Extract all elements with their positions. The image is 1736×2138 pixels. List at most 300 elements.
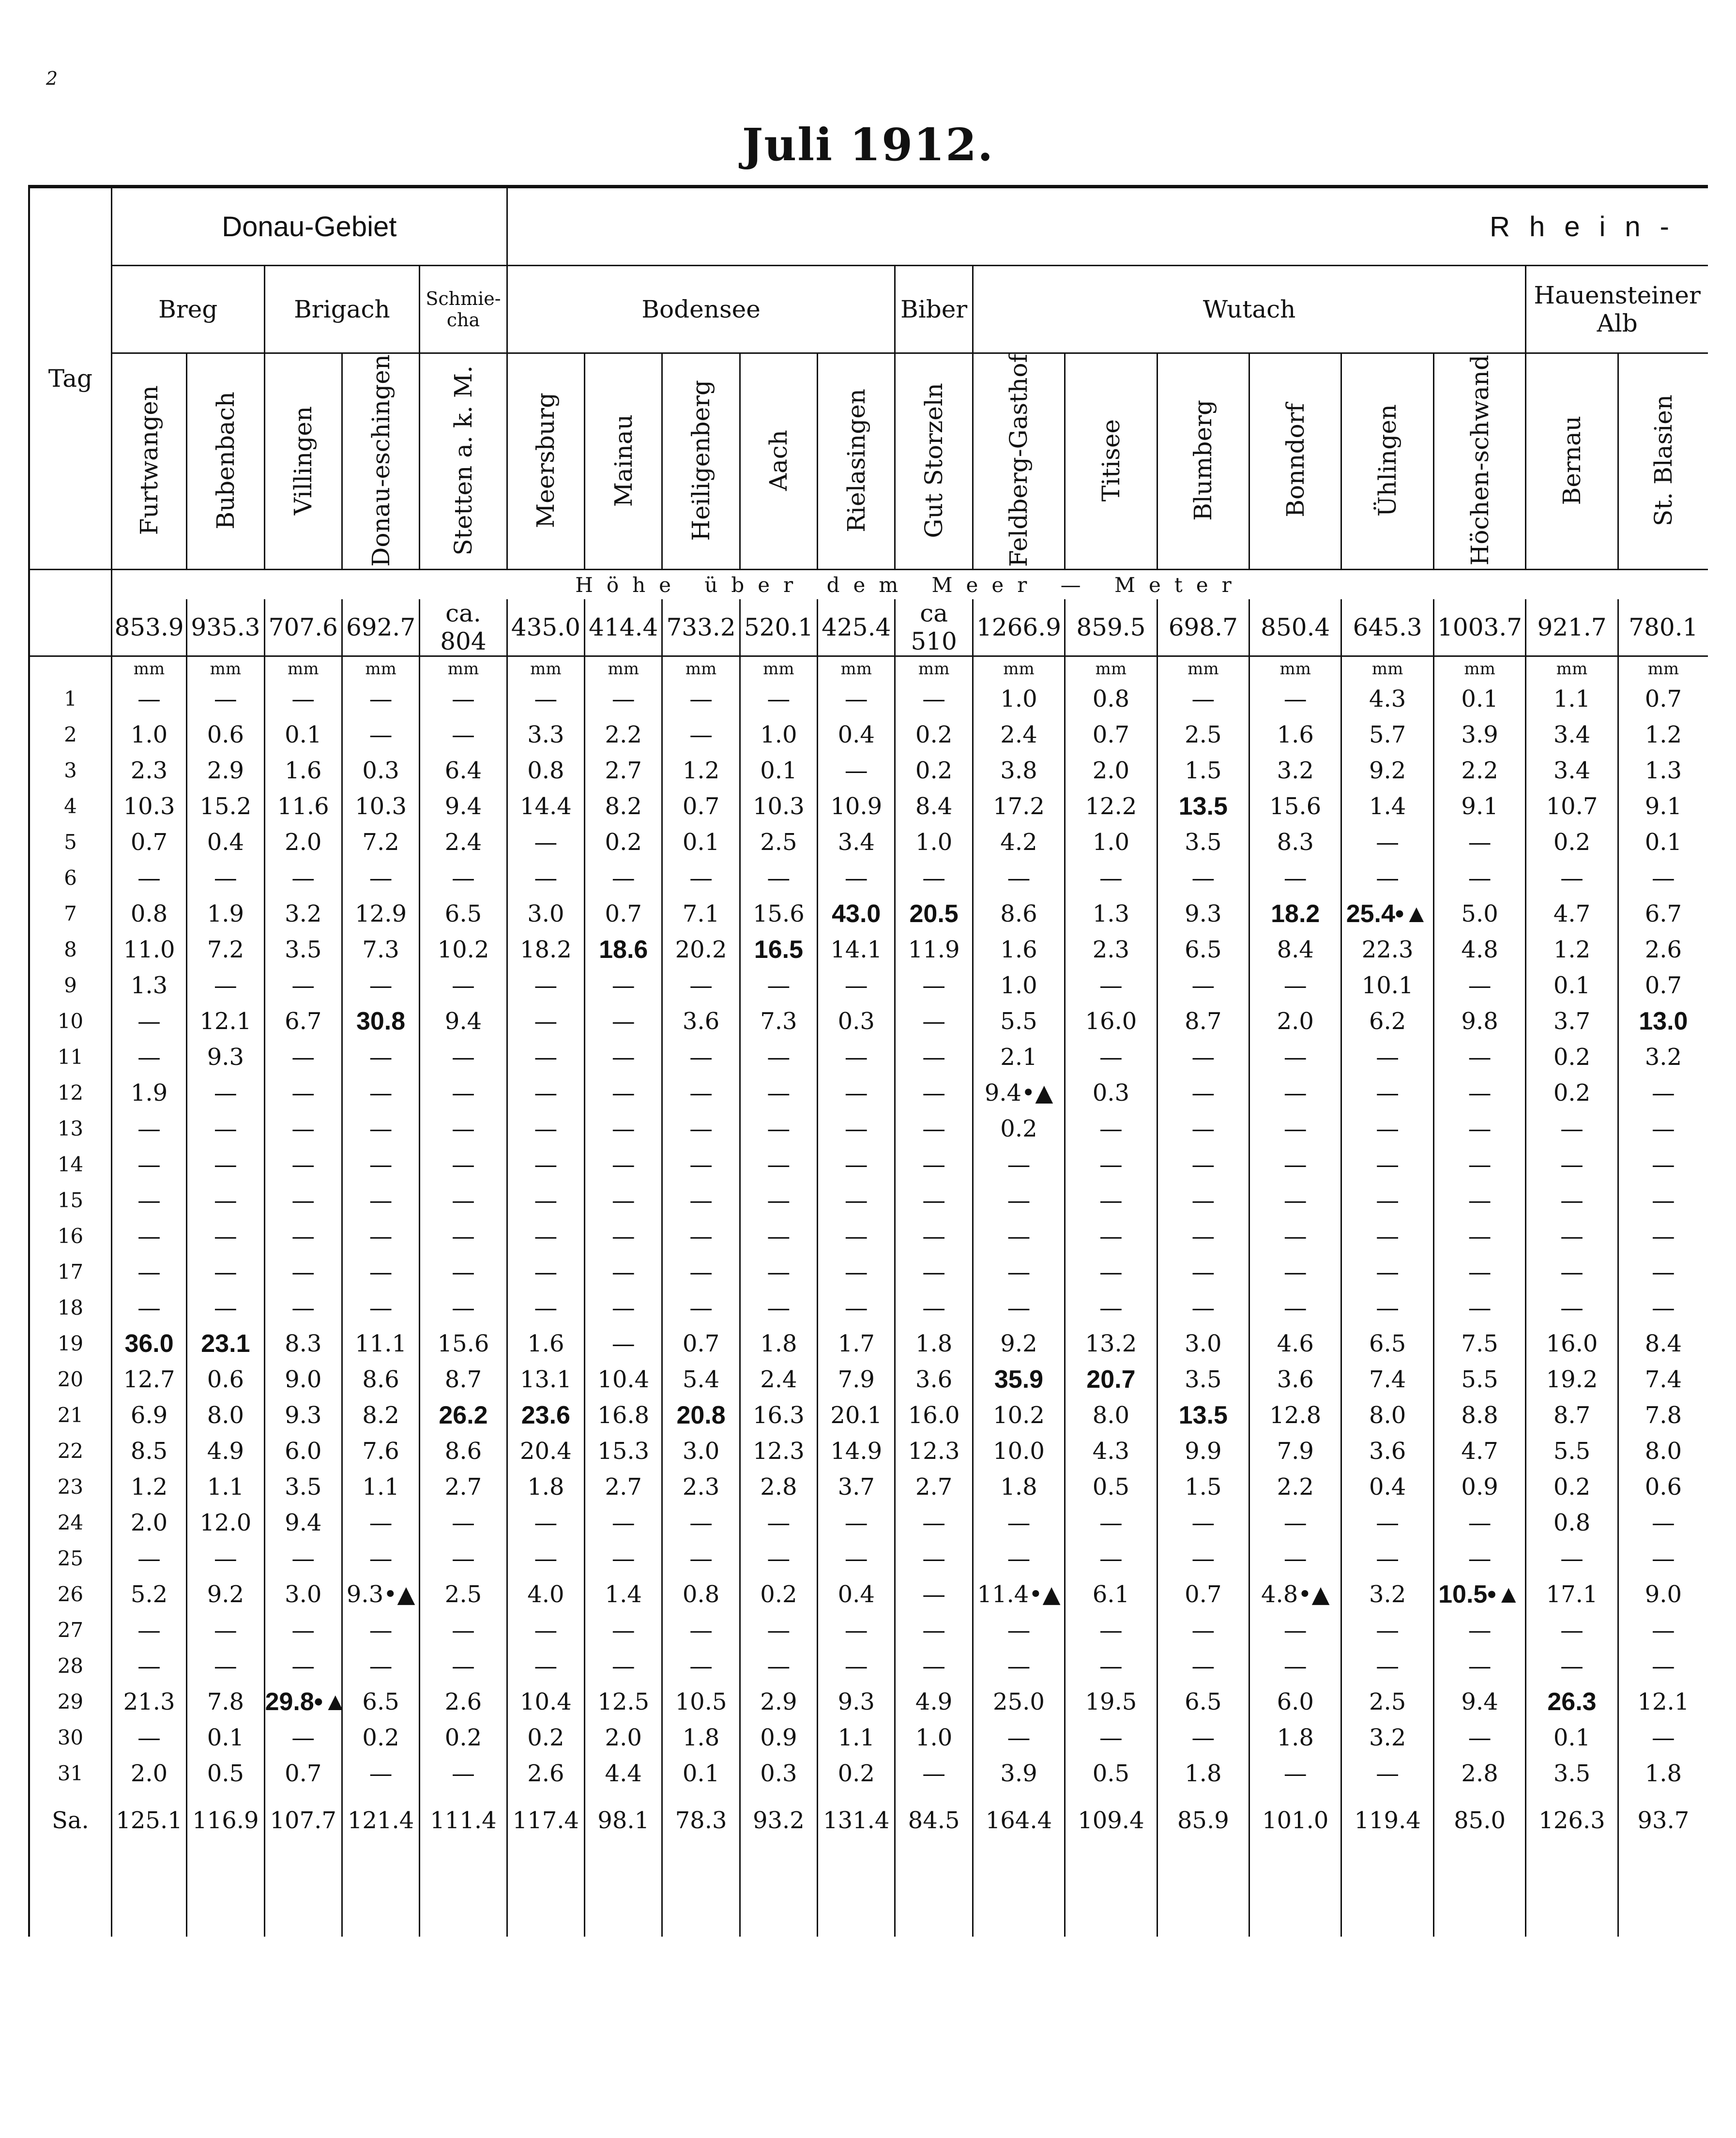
precipitation-cell: 20.5 [895,896,973,932]
table-row [29,896,1708,932]
station-altitude: 414.4 [585,599,662,656]
day-number: 27 [29,1612,111,1648]
precipitation-cell: — [662,1039,740,1075]
precipitation-cell: — [1341,1218,1433,1254]
precipitation-cell: 6.0 [1249,1684,1341,1720]
precipitation-cell: 23.6 [507,1397,584,1433]
precipitation-cell: — [1526,1254,1618,1290]
precipitation-cell: 10.5 [662,1684,740,1720]
precipitation-cell: — [1249,681,1341,717]
precipitation-cell: 14.1 [818,932,895,968]
precipitation-cell: — [895,1577,973,1612]
precipitation-cell: — [264,1290,342,1326]
table-row [29,1003,1708,1039]
precipitation-cell: 1.0 [111,717,186,753]
precipitation-cell: — [1249,1612,1341,1648]
precipitation-cell: — [740,1648,817,1684]
precipitation-cell: — [973,1648,1065,1684]
precipitation-cell: — [740,1290,817,1326]
precipitation-cell: — [585,1505,662,1541]
station-name: Ühlingen [1373,404,1402,517]
precipitation-cell: 0.7 [111,824,186,860]
precipitation-cell: — [895,1648,973,1684]
precipitation-cell: — [1065,1290,1157,1326]
subgroup-hauensteiner-alb: Hauensteiner Alb [1526,266,1708,353]
precipitation-cell: 2.9 [740,1684,817,1720]
precipitation-cell: — [420,1541,507,1577]
precipitation-cell: — [1618,1111,1708,1147]
precipitation-cell: — [818,1254,895,1290]
precipitation-cell: 43.0 [818,896,895,932]
station-altitude: 425.4 [818,599,895,656]
precipitation-cell: — [1618,1648,1708,1684]
precipitation-cell: 13.1 [507,1362,584,1397]
precipitation-cell: 9.3 [1157,896,1249,932]
precipitation-cell: 2.5 [740,824,817,860]
precipitation-cell: 7.2 [342,824,419,860]
precipitation-cell: 1.8 [1618,1756,1708,1791]
precipitation-cell: — [507,1541,584,1577]
precipitation-cell: 17.2 [973,788,1065,824]
precipitation-cell: — [818,860,895,896]
precipitation-cell: 1.9 [111,1075,186,1111]
precipitation-cell: 29.8•▲ [264,1684,342,1720]
precipitation-cell: 13.5 [1157,788,1249,824]
precipitation-cell: — [1249,1505,1341,1541]
precipitation-cell: 2.2 [1249,1469,1341,1505]
precipitation-cell: 0.2 [1526,824,1618,860]
precipitation-cell: — [342,968,419,1003]
precipitation-cell: — [585,1648,662,1684]
table-row [29,1612,1708,1648]
day-number: 10 [29,1003,111,1039]
precipitation-cell: 2.0 [111,1505,186,1541]
precipitation-cell: — [1526,1183,1618,1218]
unit-label: mm [507,656,584,682]
precipitation-cell: — [1341,1612,1433,1648]
table-row [29,1648,1708,1684]
precipitation-cell: — [818,1541,895,1577]
precipitation-cell: 3.6 [662,1003,740,1039]
day-number: 20 [29,1362,111,1397]
precipitation-cell: — [187,1075,264,1111]
precipitation-cell: 0.9 [740,1720,817,1756]
precipitation-cell: — [1618,1254,1708,1290]
precipitation-cell: — [187,1612,264,1648]
precipitation-cell: 0.4 [818,717,895,753]
table-row [29,1541,1708,1577]
precipitation-cell: — [1618,1505,1708,1541]
precipitation-cell: 6.2 [1341,1003,1433,1039]
precipitation-cell: 26.3 [1526,1684,1618,1720]
precipitation-cell: 4.0 [507,1577,584,1612]
unit-label: mm [420,656,507,682]
precipitation-cell: 8.4 [1618,1326,1708,1362]
subgroup-bodensee: Bodensee [507,266,895,353]
precipitation-cell: — [1526,1648,1618,1684]
unit-label: mm [895,656,973,682]
precipitation-cell: 0.2 [1526,1039,1618,1075]
precipitation-cell: — [1433,1039,1525,1075]
precipitation-cell: 0.7 [264,1756,342,1791]
station-name: Bubenbach [211,391,240,530]
precipitation-cell: 15.6 [740,896,817,932]
precipitation-cell: — [1433,860,1525,896]
precipitation-cell: 4.3 [1065,1433,1157,1469]
precipitation-cell: 3.0 [662,1433,740,1469]
precipitation-cell: 9.8 [1433,1003,1525,1039]
table-row [29,1183,1708,1218]
precipitation-cell: 1.0 [895,824,973,860]
precipitation-cell: 0.2 [420,1720,507,1756]
precipitation-cell: — [342,1254,419,1290]
precipitation-cell: — [1433,1541,1525,1577]
unit-label: mm [1065,656,1157,682]
precipitation-cell: 2.8 [1433,1756,1525,1791]
precipitation-cell: — [1157,1290,1249,1326]
precipitation-cell: — [740,1541,817,1577]
precipitation-cell: 0.1 [187,1720,264,1756]
precipitation-cell: 11.4•▲ [973,1577,1065,1612]
precipitation-cell: 0.2 [818,1756,895,1791]
precipitation-cell: — [507,681,584,717]
precipitation-cell: 0.7 [662,788,740,824]
precipitation-cell: — [111,1003,186,1039]
precipitation-cell: 2.2 [1433,753,1525,788]
monthly-sum: 78.3 [662,1791,740,1850]
precipitation-cell: — [1341,1111,1433,1147]
precipitation-cell: 6.5 [1341,1326,1433,1362]
unit-label: mm [1618,656,1708,682]
precipitation-cell: — [1526,1147,1618,1183]
precipitation-cell: — [895,1111,973,1147]
precipitation-cell: 3.4 [1526,753,1618,788]
precipitation-cell: 3.4 [818,824,895,860]
precipitation-cell: — [1618,1183,1708,1218]
precipitation-cell: — [111,681,186,717]
precipitation-cell: — [1433,1218,1525,1254]
station-name: Bernau [1558,415,1586,505]
precipitation-cell: — [1526,860,1618,896]
precipitation-cell: 9.4 [420,788,507,824]
station-altitude: 780.1 [1618,599,1708,656]
unit-label: mm [187,656,264,682]
precipitation-cell: 0.8 [111,896,186,932]
precipitation-cell: — [895,968,973,1003]
precipitation-cell: — [1618,860,1708,896]
precipitation-cell: 12.1 [187,1003,264,1039]
precipitation-cell: 0.3 [1065,1075,1157,1111]
precipitation-cell: — [1341,1147,1433,1183]
precipitation-cell: 8.6 [342,1362,419,1397]
precipitation-cell: — [187,1254,264,1290]
station-name: Feldberg-Gasthof [1005,354,1033,567]
precipitation-cell: 3.6 [1249,1362,1341,1397]
precipitation-cell: — [740,1505,817,1541]
day-number: 9 [29,968,111,1003]
precipitation-cell: 18.6 [585,932,662,968]
precipitation-cell: 10.3 [111,788,186,824]
day-number: 25 [29,1541,111,1577]
monthly-sum: 131.4 [818,1791,895,1850]
precipitation-cell: 0.8 [662,1577,740,1612]
precipitation-cell: 7.5 [1433,1326,1525,1362]
precipitation-cell: — [740,1254,817,1290]
precipitation-cell: 9.3 [818,1684,895,1720]
precipitation-cell: 1.3 [111,968,186,1003]
precipitation-cell: — [973,860,1065,896]
precipitation-cell: — [662,1183,740,1218]
precipitation-cell: 10.4 [507,1684,584,1720]
precipitation-cell: 18.2 [1249,896,1341,932]
precipitation-cell: — [420,1147,507,1183]
precipitation-cell: 1.2 [111,1469,186,1505]
table-row [29,1433,1708,1469]
precipitation-cell: 13.5 [1157,1397,1249,1433]
precipitation-cell: — [1341,1648,1433,1684]
precipitation-cell: 11.6 [264,788,342,824]
precipitation-cell: 12.9 [342,896,419,932]
precipitation-cell: — [264,1541,342,1577]
subgroup-breg: Breg [111,266,264,353]
precipitation-cell: 1.8 [973,1469,1065,1505]
precipitation-cell: 7.9 [1249,1433,1341,1469]
precipitation-cell: 12.5 [585,1684,662,1720]
monthly-sum: 93.2 [740,1791,817,1850]
precipitation-cell: 0.5 [1065,1756,1157,1791]
precipitation-cell: — [1433,1720,1525,1756]
station-name: Höchen-schwand [1465,355,1494,566]
precipitation-cell: 1.0 [973,968,1065,1003]
precipitation-cell: 1.4 [585,1577,662,1612]
precipitation-cell: — [818,1075,895,1111]
precipitation-cell: 8.2 [342,1397,419,1433]
day-number: 22 [29,1433,111,1469]
precipitation-cell: — [1526,1612,1618,1648]
precipitation-cell: 0.1 [1433,681,1525,717]
station-name: Rielasingen [842,388,870,532]
precipitation-cell: — [1341,1290,1433,1326]
precipitation-cell: 0.2 [507,1720,584,1756]
precipitation-cell: — [1433,1147,1525,1183]
precipitation-cell: — [818,968,895,1003]
day-number: 26 [29,1577,111,1612]
precipitation-cell: — [1249,1756,1341,1791]
precipitation-cell: 10.9 [818,788,895,824]
precipitation-cell: 3.9 [1433,717,1525,753]
precipitation-cell: — [264,1218,342,1254]
altitude-caption: Höhe über dem Meer — Meter [111,570,1708,600]
precipitation-cell: 9.9 [1157,1433,1249,1469]
precipitation-cell: — [895,1003,973,1039]
precipitation-cell: 0.7 [1157,1577,1249,1612]
precipitation-cell: 0.2 [1526,1469,1618,1505]
table-row [29,1397,1708,1433]
precipitation-cell: 10.1 [1341,968,1433,1003]
tag-label: Tag [48,364,93,393]
precipitation-cell: 3.0 [1157,1326,1249,1362]
precipitation-cell: — [662,1290,740,1326]
precipitation-cell: — [585,1075,662,1111]
precipitation-cell: 5.5 [973,1003,1065,1039]
precipitation-cell: — [1249,1648,1341,1684]
precipitation-cell: 1.8 [740,1326,817,1362]
precipitation-cell: — [818,1183,895,1218]
precipitation-cell: 2.7 [585,1469,662,1505]
precipitation-cell: — [818,1505,895,1541]
precipitation-cell: 0.2 [585,824,662,860]
precipitation-cell: — [420,1183,507,1218]
precipitation-cell: — [420,681,507,717]
precipitation-cell: 4.9 [895,1684,973,1720]
precipitation-cell: 3.5 [264,1469,342,1505]
precipitation-cell: — [662,1111,740,1147]
monthly-sum: 93.7 [1618,1791,1708,1850]
precipitation-cell: — [895,1290,973,1326]
precipitation-cell: — [507,1505,584,1541]
precipitation-cell: — [585,1541,662,1577]
precipitation-cell: 6.0 [264,1433,342,1469]
precipitation-cell: — [187,968,264,1003]
precipitation-cell: — [1157,1039,1249,1075]
precipitation-cell: 1.8 [1157,1756,1249,1791]
precipitation-cell: 7.2 [187,932,264,968]
precipitation-cell: — [1526,1218,1618,1254]
precipitation-cell: 10.4 [585,1362,662,1397]
station-altitude: 850.4 [1249,599,1341,656]
precipitation-cell: 2.4 [740,1362,817,1397]
station-altitude: 520.1 [740,599,817,656]
precipitation-cell: — [507,968,584,1003]
precipitation-cell: 2.4 [420,824,507,860]
day-number: 8 [29,932,111,968]
day-number: 16 [29,1218,111,1254]
precipitation-cell: 1.9 [187,896,264,932]
precipitation-cell: 0.9 [1433,1469,1525,1505]
precipitation-cell: 6.5 [420,896,507,932]
precipitation-cell: 1.0 [895,1720,973,1756]
precipitation-cell: — [818,1612,895,1648]
table-row [29,1720,1708,1756]
subgroup-brigach: Brigach [264,266,420,353]
monthly-sum: 98.1 [585,1791,662,1850]
precipitation-cell: 8.7 [1157,1003,1249,1039]
precipitation-cell: — [342,1612,419,1648]
precipitation-cell: — [662,1505,740,1541]
precipitation-cell: — [662,968,740,1003]
precipitation-cell: — [111,1147,186,1183]
day-number: 24 [29,1505,111,1541]
precipitation-cell: 4.3 [1341,681,1433,717]
precipitation-cell: — [1341,824,1433,860]
precipitation-cell: — [342,1648,419,1684]
precipitation-cell: 16.5 [740,932,817,968]
precipitation-cell: 9.3 [187,1039,264,1075]
precipitation-cell: 1.2 [1526,932,1618,968]
station-altitude: 707.6 [264,599,342,656]
precipitation-cell: — [662,1541,740,1577]
precipitation-cell: 3.6 [1341,1433,1433,1469]
precipitation-cell: 16.0 [1526,1326,1618,1362]
precipitation-cell: 7.4 [1618,1362,1708,1397]
precipitation-cell: 8.3 [1249,824,1341,860]
precipitation-cell: 10.0 [973,1433,1065,1469]
precipitation-cell: 5.5 [1526,1433,1618,1469]
precipitation-cell: 12.8 [1249,1397,1341,1433]
precipitation-cell: — [740,1147,817,1183]
station-altitude: 1003.7 [1433,599,1525,656]
precipitation-cell: — [662,1075,740,1111]
precipitation-cell: — [1433,1612,1525,1648]
precipitation-cell: — [507,1039,584,1075]
precipitation-cell: 3.2 [264,896,342,932]
precipitation-cell: 0.8 [507,753,584,788]
precipitation-cell: 8.0 [187,1397,264,1433]
precipitation-cell: 6.1 [1065,1577,1157,1612]
precipitation-cell: 3.9 [973,1756,1065,1791]
precipitation-cell: — [973,1218,1065,1254]
precipitation-cell: 0.1 [264,717,342,753]
precipitation-cell: 10.2 [420,932,507,968]
precipitation-cell: — [585,968,662,1003]
precipitation-cell: 3.5 [1157,1362,1249,1397]
precipitation-cell: 3.2 [1249,753,1341,788]
precipitation-cell: 1.8 [1249,1720,1341,1756]
day-number: 5 [29,824,111,860]
precipitation-cell: — [342,1111,419,1147]
precipitation-cell: 25.0 [973,1684,1065,1720]
precipitation-cell: 6.9 [111,1397,186,1433]
precipitation-cell: — [818,1648,895,1684]
precipitation-cell: — [1065,860,1157,896]
precipitation-cell: 8.5 [111,1433,186,1469]
precipitation-cell: 2.6 [507,1756,584,1791]
precipitation-cell: — [895,1183,973,1218]
precipitation-cell: — [740,1111,817,1147]
monthly-sum: 126.3 [1526,1791,1618,1850]
precipitation-cell: — [1433,1505,1525,1541]
precipitation-cell: — [1341,1039,1433,1075]
precipitation-cell: — [420,1218,507,1254]
precipitation-cell: — [111,1111,186,1147]
precipitation-cell: — [187,1648,264,1684]
page-title: Juli 1912. [742,119,994,171]
precipitation-cell: — [111,1648,186,1684]
precipitation-cell: 0.3 [740,1756,817,1791]
table-row [29,1577,1708,1612]
day-number: 7 [29,896,111,932]
precipitation-cell: — [420,1111,507,1147]
precipitation-cell: 9.1 [1618,788,1708,824]
precipitation-cell: 1.8 [895,1326,973,1362]
precipitation-cell: 1.8 [662,1720,740,1756]
precipitation-cell: 11.0 [111,932,186,968]
unit-label: mm [264,656,342,682]
precipitation-cell: — [740,681,817,717]
station-name: Heiligenberg [687,379,716,541]
precipitation-cell: — [420,968,507,1003]
precipitation-cell: 7.9 [818,1362,895,1397]
precipitation-cell: 9.4 [1433,1684,1525,1720]
precipitation-cell: — [507,1290,584,1326]
monthly-sum: 85.0 [1433,1791,1525,1850]
precipitation-cell: — [264,1254,342,1290]
station-altitude: 645.3 [1341,599,1433,656]
precipitation-cell: — [187,1218,264,1254]
precipitation-cell: 0.1 [1618,824,1708,860]
precipitation-cell: 1.0 [1065,824,1157,860]
precipitation-cell: — [342,860,419,896]
